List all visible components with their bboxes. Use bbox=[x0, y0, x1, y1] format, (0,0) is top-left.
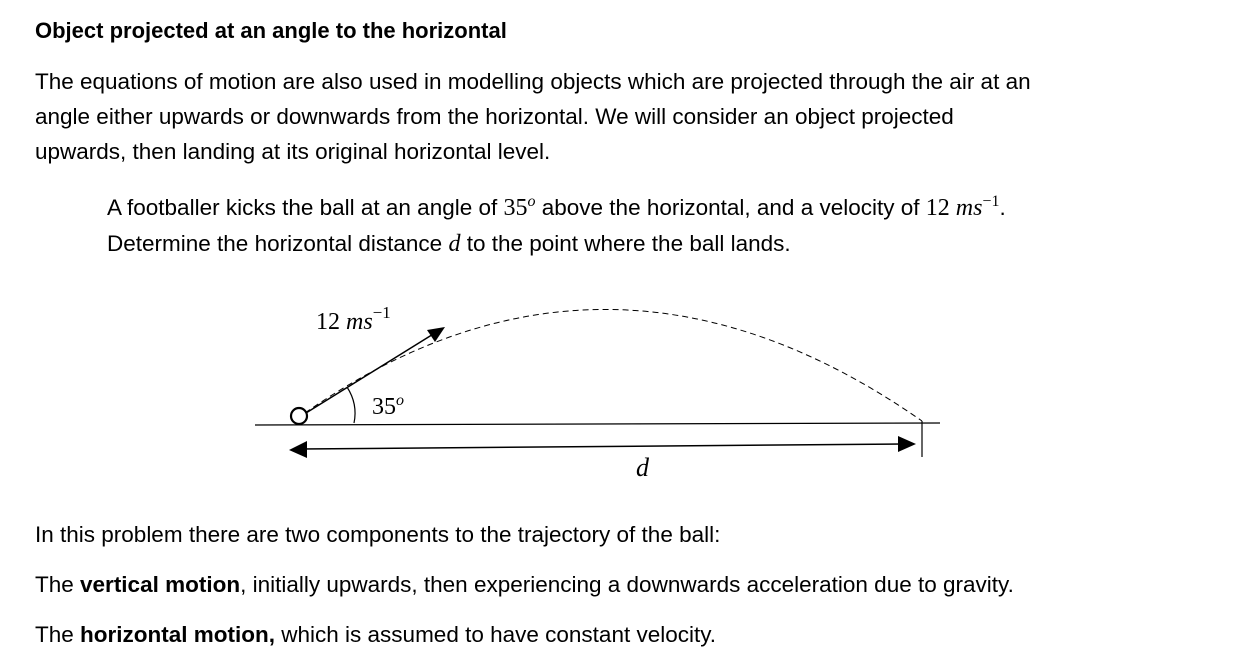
horizontal-motion-line bbox=[35, 617, 1215, 652]
velocity-label: 12 $ms^{-1}$ bbox=[316, 303, 391, 335]
problem-text: A footballer kicks the ball at an angle of bbox=[107, 195, 504, 220]
distance-arrowhead-right bbox=[898, 436, 916, 452]
vertical-motion-term: vertical motion bbox=[80, 572, 241, 597]
horizontal-prefix: The bbox=[35, 622, 81, 647]
distance-var: d bbox=[448, 231, 461, 257]
sentence-end: . bbox=[999, 195, 1006, 220]
problem-text: Determine the horizontal distance bbox=[107, 231, 449, 256]
speed-unit: ms bbox=[955, 195, 983, 221]
vertical-motion-line bbox=[35, 567, 1215, 602]
angle-value: 35 bbox=[503, 195, 528, 221]
distance-arrowhead-left bbox=[289, 441, 307, 458]
degree-symbol: o bbox=[527, 193, 536, 210]
section-heading: Object projected at an angle to the horizontal bbox=[35, 18, 507, 43]
speed-value: 12 bbox=[925, 195, 956, 221]
speed-exponent: −1 bbox=[982, 193, 1000, 210]
ball-icon bbox=[291, 408, 307, 424]
problem-text: to the point where the ball lands. bbox=[460, 231, 791, 256]
intro-line-2: angle either upwards or downwards from the horizontal. We will consider an object projected bbox=[35, 104, 954, 129]
vertical-prefix: The bbox=[35, 572, 81, 597]
problem-text: above the horizontal, and a velocity of bbox=[535, 195, 926, 220]
ground-line bbox=[255, 423, 940, 425]
components-intro: In this problem there are two components to the trajectory of the ball: bbox=[35, 522, 721, 547]
intro-line-1: The equations of motion are also used in modelling objects which are projected through the air at an bbox=[35, 69, 1031, 94]
horizontal-description: which is assumed to have constant velocity. bbox=[275, 622, 717, 647]
angle-label: 35$^o$ bbox=[372, 392, 404, 420]
horizontal-motion-term: horizontal motion, bbox=[80, 622, 276, 647]
distance-label: d bbox=[636, 453, 649, 482]
vertical-description: , initially upwards, then experiencing a downwards acceleration due to gravity. bbox=[240, 572, 1014, 597]
distance-arrow-shaft bbox=[300, 444, 903, 449]
intro-line-3: upwards, then landing at its original horizontal level. bbox=[35, 139, 551, 164]
angle-arc bbox=[347, 387, 355, 423]
